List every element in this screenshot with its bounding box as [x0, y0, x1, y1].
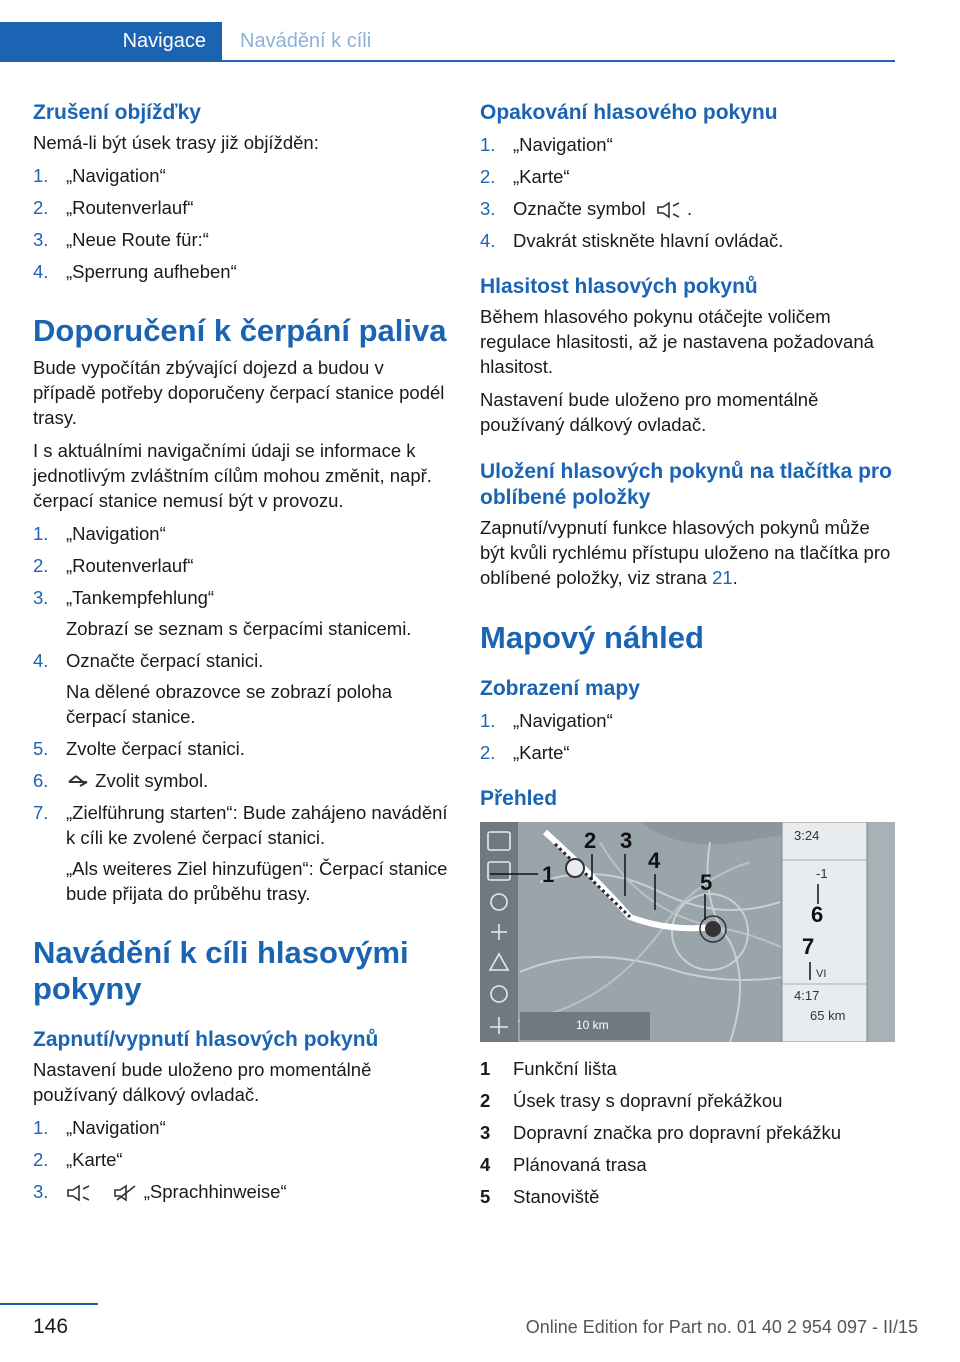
list-item: 2. „Routenverlauf“ [33, 197, 194, 218]
tab-navadeni-k-cili[interactable]: Navádění k cíli [240, 30, 372, 52]
header-rule [0, 60, 895, 62]
repeat-steps [480, 132, 895, 253]
list-item: 2. „Karte“ [480, 166, 570, 187]
list-item: 2. „Karte“ [33, 1149, 123, 1170]
route-symbol-icon [66, 773, 90, 791]
map-label-7: 7 [802, 934, 815, 959]
list-item: 3. „Neue Route für:“ [33, 229, 209, 250]
list-item: 5. Zvolte čerpací stanici. [33, 738, 245, 759]
legend-item: 4 Plánovaná trasa [480, 1154, 647, 1175]
map-distance: 65 km [810, 1008, 846, 1023]
list-item: 1. „Navigation“ [480, 134, 613, 155]
list-item: 3. „Tankempfehlung“ Zobrazí se seznam s čerpacími stanicemi. [33, 587, 412, 639]
list-item: 4. Dvakrát stiskněte hlavní ovládač. [480, 230, 784, 251]
map-show-steps [480, 708, 895, 765]
list-item: 6. Zvolit symbol. [33, 770, 209, 791]
map-label-4: 4 [648, 848, 661, 873]
volume-paragraph-2: Nastavení bude uloženo pro momentálně používaný dálkový ovladač. [480, 389, 819, 435]
list-item: 1. „Navigation“ [33, 523, 166, 544]
voice-onoff-paragraph: Nastavení bude uloženo pro momentálně používaný dálkový ovladač. [33, 1059, 372, 1105]
map-label-2: 2 [584, 828, 597, 853]
list-item: 3. „Sprachhinweise“ [33, 1181, 287, 1202]
map-title: Mapový náhled [480, 620, 704, 655]
map-label-3: 3 [620, 828, 633, 853]
tab-navigace[interactable]: Navigace [0, 22, 222, 60]
edition-note: Online Edition for Part no. 01 40 2 954 097 - II/15 [525, 1317, 918, 1337]
map-screenshot [480, 822, 895, 1042]
speaker-on-icon [66, 1184, 92, 1202]
legend-item: 2 Úsek trasy s dopravní překážkou [480, 1090, 783, 1111]
volume-paragraph-1: Během hlasového pokynu otáčejte voličem regulace hlasitosti, až je nastavena požadovaná hlasitost. [480, 306, 874, 377]
voice-steps [33, 1115, 448, 1204]
header-tabs [0, 22, 895, 62]
map-arrival-time: 3:24 [794, 828, 820, 843]
list-item: 3. Označte symbol . [480, 198, 693, 219]
voice-title: Navádění k cíli hlasovými pokyny [33, 935, 409, 1006]
list-item: 2. „Karte“ [480, 742, 570, 763]
overview-title: Přehled [480, 787, 558, 810]
volume-title: Hlasitost hlasových pokynů [480, 275, 758, 298]
detour-intro: Nemá-li být úsek trasy již objížděn: [33, 132, 319, 153]
page-number: 146 [33, 1315, 69, 1338]
fuel-paragraph-2: I s aktuálními navigačními údaji se informace k jednotlivým zvláštním cílům mohou změnit, např. čerpací stanice nemusí být v provozu. [33, 440, 432, 511]
detour-title: Zrušení objížďky [33, 101, 201, 124]
list-item: 1. „Navigation“ [33, 165, 166, 186]
map-label-6: 6 [811, 902, 824, 927]
page-link[interactable]: 21 [712, 567, 733, 588]
voice-onoff-title: Zapnutí/vypnutí hlasových pokynů [33, 1028, 379, 1051]
fuel-title: Doporučení k čerpání paliva [33, 313, 447, 348]
legend-item: 1 Funkční lišta [480, 1058, 617, 1079]
legend-item: 3 Dopravní značka pro dopravní překážku [480, 1122, 842, 1143]
detour-steps [33, 163, 448, 284]
footer-rule [0, 1303, 98, 1305]
list-item: 4. „Sperrung aufheben“ [33, 261, 237, 282]
map-lane-info: VI [816, 968, 827, 980]
fuel-steps [33, 521, 448, 906]
list-item: 1. „Navigation“ [33, 1117, 166, 1138]
fuel-paragraph-1: Bude vypočítán zbývající dojezd a budou v případě potřeby doporučeny čerpací stanice podél trasy. [33, 357, 445, 428]
map-legend [480, 1056, 895, 1209]
list-item: 4. Označte čerpací stanici. Na dělené obrazovce se zobrazí poloha čerpací stanice. [33, 650, 393, 727]
favorites-title: Uložení hlasových pokynů na tlačítka pro oblíbené položky [480, 460, 892, 509]
map-time-remaining: 4:17 [794, 988, 820, 1003]
map-offset: -1 [816, 866, 828, 881]
list-item: 2. „Routenverlauf“ [33, 555, 194, 576]
legend-item: 5 Stanoviště [480, 1186, 600, 1207]
favorites-paragraph: Zapnutí/vypnutí funkce hlasových pokynů může být kvůli rychlému přístupu uloženo na tlačítka pro oblíbené položky, viz strana 21. [480, 517, 891, 588]
map-scale: 10 km [576, 1018, 609, 1032]
speaker-icon [656, 201, 682, 219]
repeat-title: Opakování hlasového pokynu [480, 101, 778, 124]
map-label-5: 5 [700, 870, 713, 895]
right-column [480, 100, 895, 1216]
map-show-title: Zobrazení mapy [480, 677, 640, 700]
left-column [33, 100, 448, 1211]
list-item: 1. „Navigation“ [480, 710, 613, 731]
speaker-off-icon [113, 1184, 139, 1202]
list-item: 7. „Zielführung starten“: Bude zahájeno navádění k cíli ke zvolené čerpací stanici. „Als weiteres Ziel hinzufügen“: Čerpací stanice bude přijata do průběhu trasy. [33, 802, 448, 904]
map-label-1: 1 [542, 862, 555, 887]
